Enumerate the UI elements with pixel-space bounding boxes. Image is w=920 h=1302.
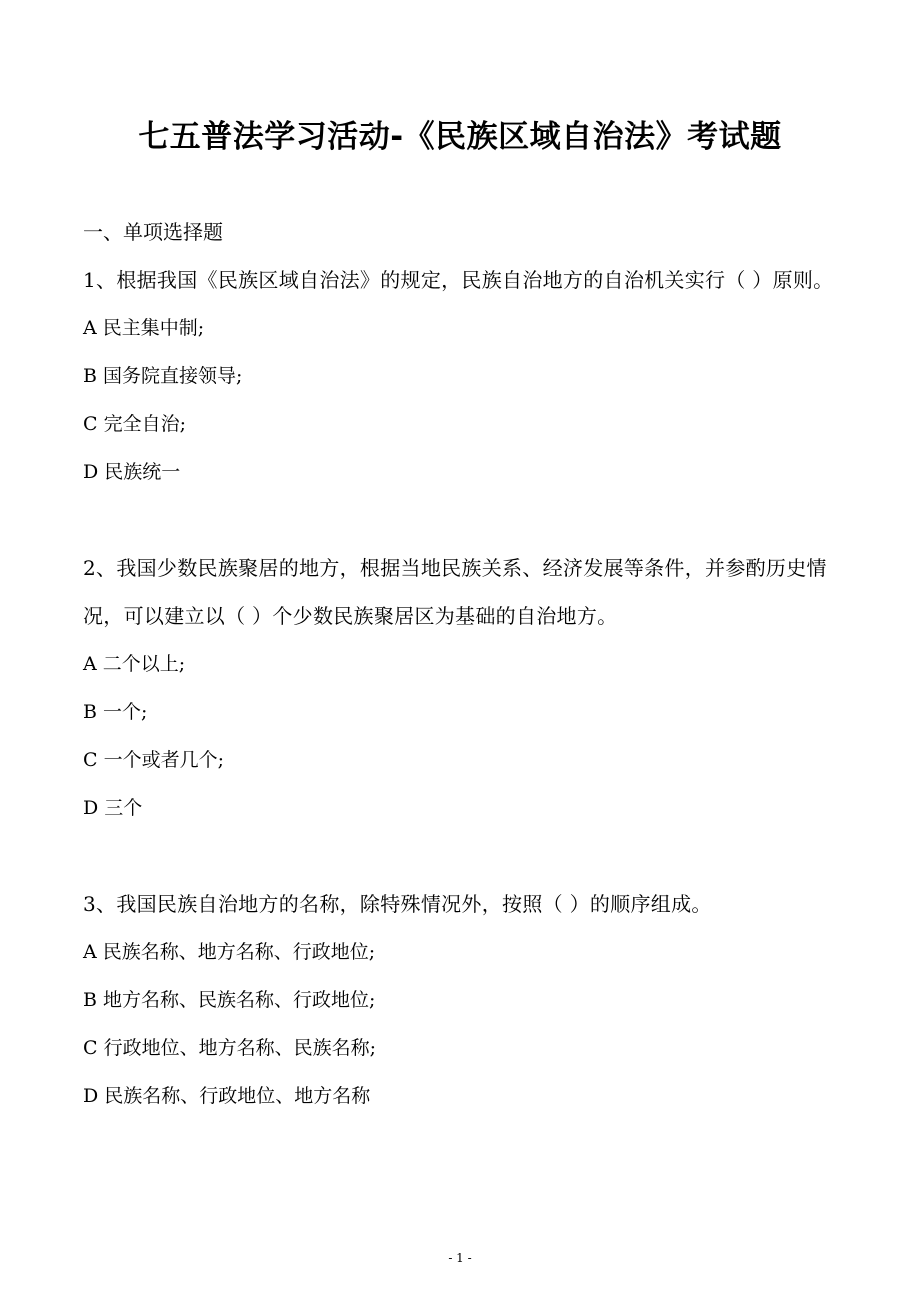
- option-c: C 一个或者几个;: [83, 749, 224, 771]
- option-d: D 民族统一: [83, 461, 181, 483]
- question-3: [83, 880, 843, 1120]
- question-2: [83, 544, 843, 832]
- question-stem: 1、根据我国《民族区域自治法》的规定，民族自治地方的自治机关实行（ ）原则。: [83, 268, 834, 292]
- question-stem: 2、我国少数民族聚居的地方，根据当地民族关系、经济发展等条件，并参酌历史情况，可以建立以（ ）个少数民族聚居区为基础的自治地方。: [83, 556, 827, 628]
- option-a: A 民族名称、地方名称、行政地位;: [83, 941, 376, 963]
- option-c: C 行政地位、地方名称、民族名称;: [83, 1037, 376, 1059]
- option-b: B 一个;: [83, 701, 148, 723]
- option-d: D 三个: [83, 797, 143, 819]
- option-b: B 国务院直接领导;: [83, 365, 243, 387]
- option-b: B 地方名称、民族名称、行政地位;: [83, 989, 376, 1011]
- section-heading: 一、单项选择题: [83, 220, 223, 244]
- question-stem: 3、我国民族自治地方的名称，除特殊情况外，按照（ ）的顺序组成。: [83, 892, 712, 916]
- option-d: D 民族名称、行政地位、地方名称: [83, 1085, 371, 1107]
- option-c: C 完全自治;: [83, 413, 186, 435]
- document-body: [83, 208, 843, 1120]
- document-title: 七五普法学习活动-《民族区域自治法》考试题: [138, 119, 782, 155]
- option-a: A 二个以上;: [83, 653, 186, 675]
- question-1: [83, 256, 843, 496]
- page-number: - 1 -: [448, 1251, 472, 1265]
- blank-line: [83, 496, 843, 544]
- option-a: A 民主集中制;: [83, 317, 205, 339]
- blank-line: [83, 832, 843, 880]
